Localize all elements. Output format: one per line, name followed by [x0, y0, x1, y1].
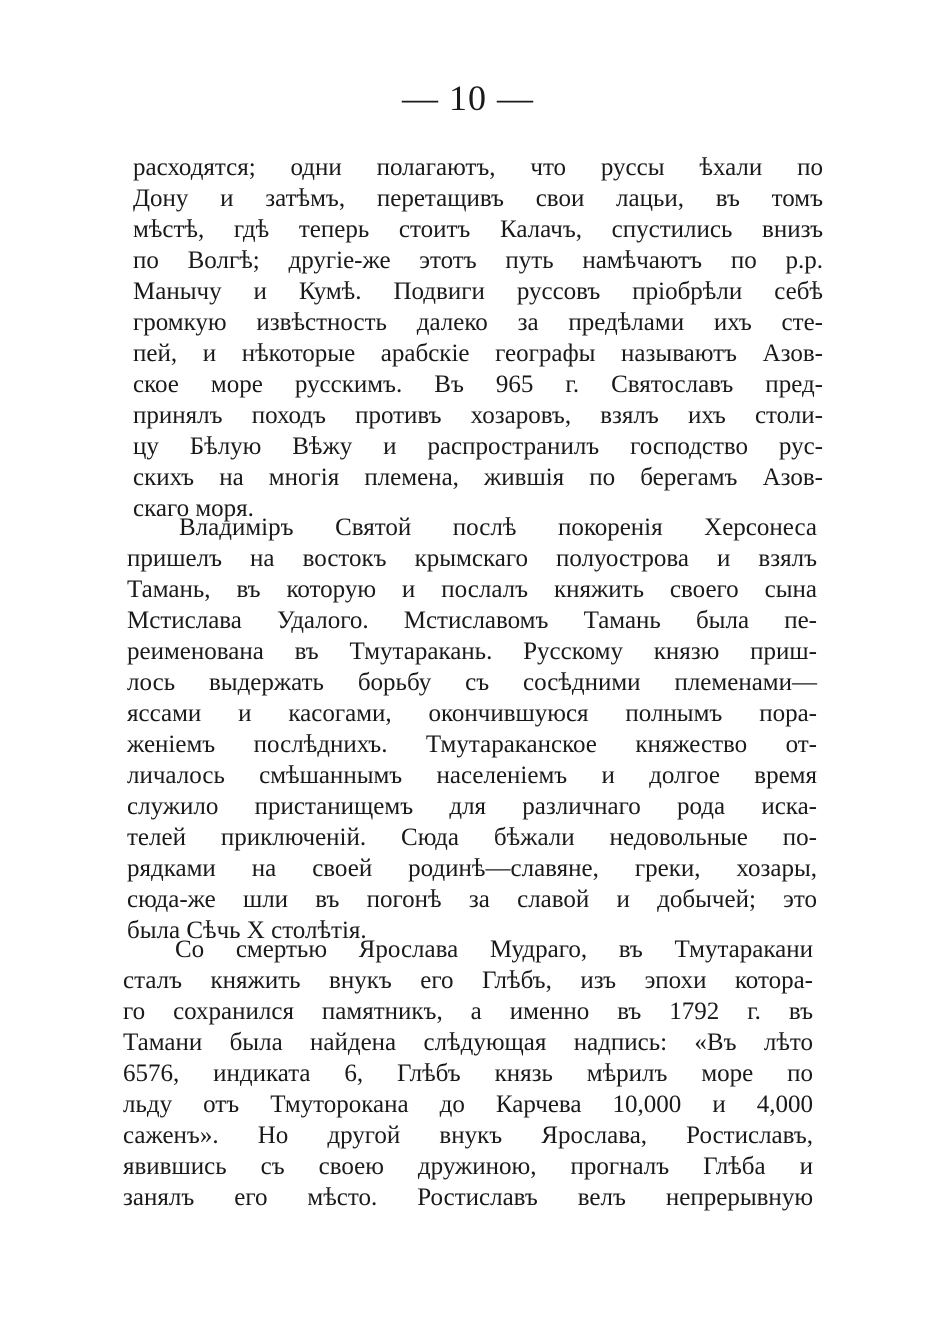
text-line: занялъ его мѣсто. Ростиславъ велъ непрерывную: [123, 1184, 813, 1211]
text-line: сталъ княжить внукъ его Глѣбъ, изъ эпохи котора-: [123, 967, 813, 994]
text-line: Манычу и Кумѣ. Подвиги руссовъ пріобрѣли себѣ: [133, 278, 823, 305]
text-line: Мстислава Удалого. Мстиславомъ Тамань была пе-: [127, 607, 817, 634]
text-line: громкую извѣстность далеко за предѣлами ихъ сте-: [133, 309, 823, 336]
text-line: была Сѣчь X столѣтія.: [127, 917, 367, 944]
text-line: Со смертью Ярослава Мудраго, въ Тмутаракани: [175, 936, 813, 963]
text-line: Дону и затѣмъ, перетащивъ свои лацьи, въ томъ: [133, 185, 823, 212]
text-line: пришелъ на востокъ крымскаго полуострова и взялъ: [127, 545, 817, 572]
text-line: яссами и касогами, окончившуюся полнымъ пора-: [127, 700, 817, 727]
text-line: служило пристанищемъ для различнаго рода иска-: [127, 793, 817, 820]
text-line: женіемъ послѣднихъ. Тмутараканское княжество от-: [127, 731, 817, 758]
paragraph-1: [133, 152, 823, 524]
text-line: телей приключеній. Сюда бѣжали недовольные по-: [127, 824, 817, 851]
text-line: 6576, индиката 6, Глѣбъ князь мѣрилъ море по: [123, 1060, 813, 1087]
text-line: Владиміръ Святой послѣ покоренія Херсонеса: [179, 514, 817, 541]
text-line: мѣстѣ, гдѣ теперь стоитъ Калачъ, спустились внизъ: [133, 216, 823, 243]
paragraph-3: [123, 934, 813, 1213]
text-line: лось выдержать борьбу съ сосѣдними племенами—: [127, 669, 817, 696]
page-number: — 10 —: [402, 78, 534, 118]
text-line: льду отъ Тмуторокана до Карчева 10,000 и 4,000: [123, 1091, 813, 1118]
text-line: цу Бѣлую Вѣжу и распространилъ господство рус-: [133, 433, 823, 460]
text-line: расходятся; одни полагаютъ, что руссы ѣхали по: [133, 154, 823, 181]
paragraph-2: [127, 512, 817, 946]
text-line: рядками на своей родинѣ—славяне, греки, хозары,: [127, 855, 817, 882]
text-line: по Волгѣ; другіе-же этотъ путь намѣчаютъ по р.р.: [133, 247, 823, 274]
text-line: пей, и нѣкоторые арабскіе географы называютъ Азов-: [133, 340, 823, 367]
text-line: личалось смѣшаннымъ населеніемъ и долгое время: [127, 762, 817, 789]
text-line: скихъ на многія племена, жившія по берегамъ Азов-: [133, 464, 823, 491]
text-line: Тамань, въ которую и послалъ княжить своего сына: [127, 576, 817, 603]
text-line: саженъ». Но другой внукъ Ярослава, Ростиславъ,: [123, 1122, 813, 1149]
text-line: реименована въ Тмутаракань. Русскому князю приш-: [127, 638, 817, 665]
text-line: Тамани была найдена слѣдующая надпись: «Въ лѣто: [123, 1029, 813, 1056]
text-line: принялъ походъ противъ хозаровъ, взялъ ихъ столи-: [133, 402, 823, 429]
text-line: скаго моря.: [133, 495, 254, 522]
text-line: го сохранился памятникъ, а именно въ 1792 г. въ: [123, 998, 813, 1025]
text-line: ское море русскимъ. Въ 965 г. Святославъ пред-: [133, 371, 823, 398]
text-line: явившись съ своею дружиною, прогналъ Глѣба и: [123, 1153, 813, 1180]
text-line: сюда-же шли въ погонѣ за славой и добычей; это: [127, 886, 817, 913]
